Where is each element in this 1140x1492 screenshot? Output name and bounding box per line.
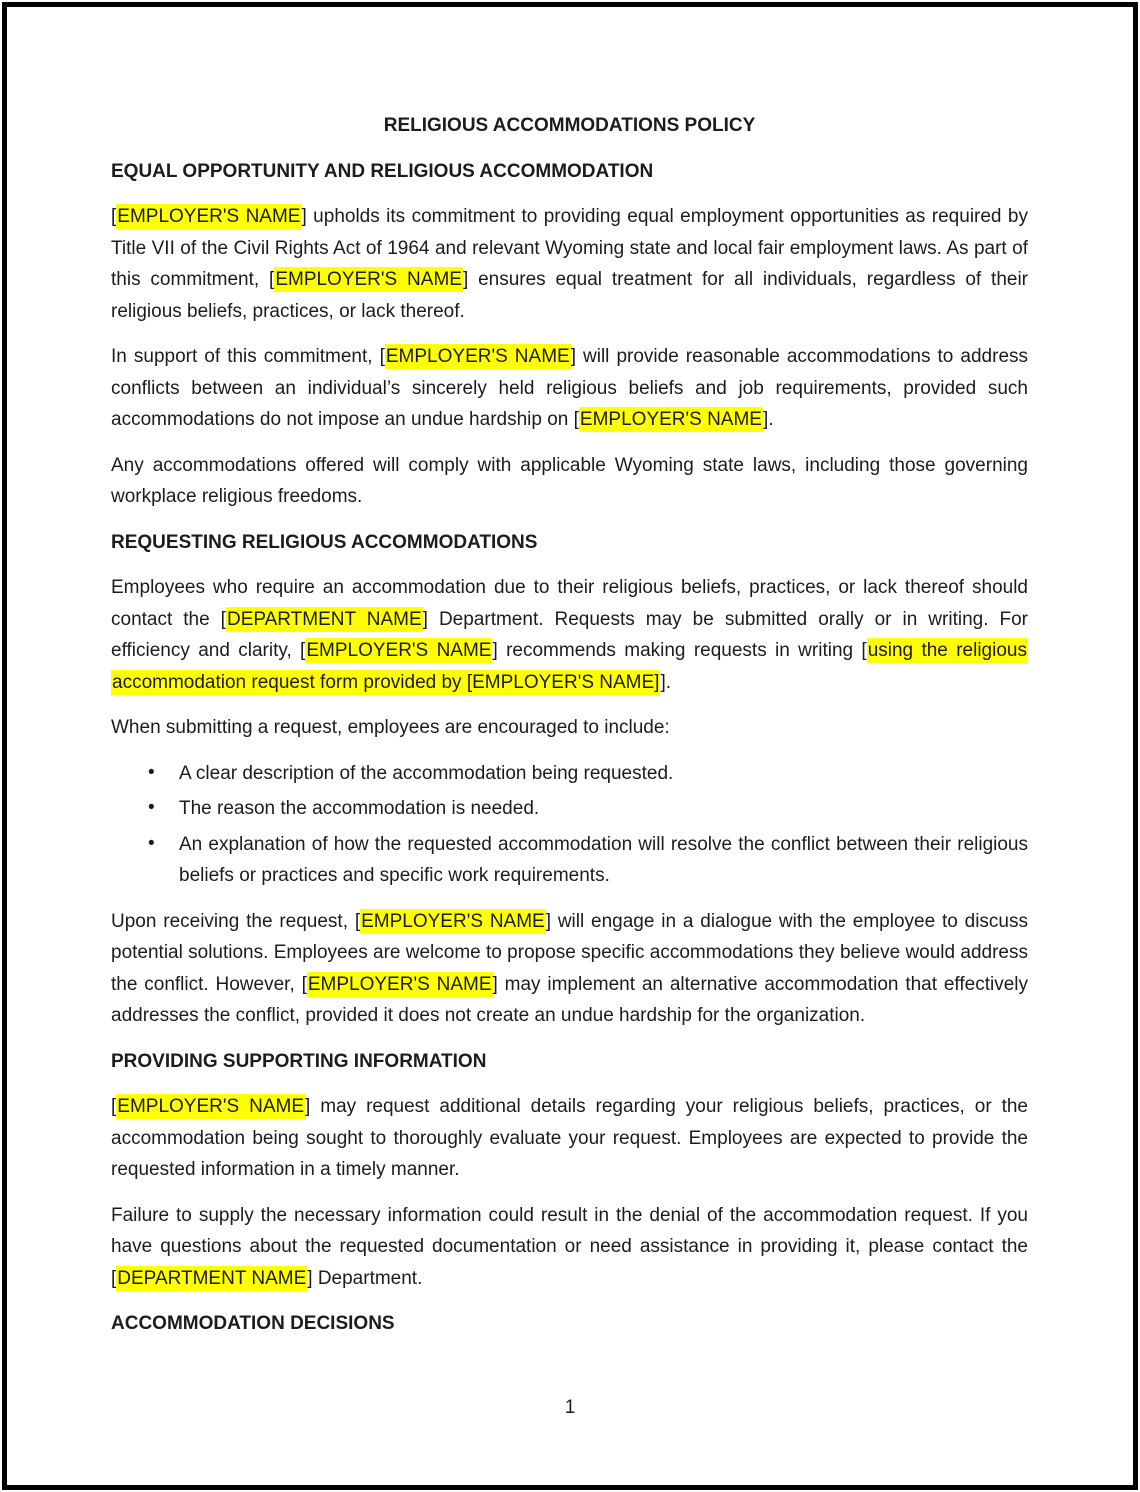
highlighted-placeholder: using the religious accommodation request form provided by [EMPLOYER'S NAME] [112, 640, 1027, 693]
text-run: ] will provide reasonable accommodations to address conflicts between an individual’s sincerely held religious beliefs and job requirements, provided such accommodations do not impose an undue hardship on [ [111, 346, 1029, 430]
highlighted-placeholder: DEPARTMENT NAME [117, 1267, 307, 1289]
page-number: 1 [564, 1397, 576, 1418]
highlighted-placeholder: EMPLOYER'S NAME [579, 409, 762, 430]
document-blocks [111, 156, 1028, 1340]
bullet-icon: • [148, 832, 155, 854]
text-run: Failure to supply the necessary information could result in the denial of the accommodation request. If you have questions about the requested documentation or need assistance in providing it, please contact the [ [111, 1204, 1028, 1289]
list-item [111, 829, 1028, 892]
highlighted-placeholder: EMPLOYER'S NAME [361, 910, 545, 932]
text-run: Employees who require an accommodation due to their religious beliefs, practices, or lack thereof should contact the [ [111, 577, 1028, 630]
section-heading: PROVIDING SUPPORTING INFORMATION [111, 1050, 487, 1072]
list-item-text: The reason the accommodation is needed. [179, 798, 540, 819]
paragraph [111, 1091, 1028, 1186]
section-heading: EQUAL OPPORTUNITY AND RELIGIOUS ACCOMMODATION [111, 160, 654, 182]
highlighted-placeholder: EMPLOYER'S NAME [117, 206, 301, 227]
text-run: ] may request additional details regarding your religious beliefs, practices, or the accommodation being sought to thoroughly evaluate your request. Employees are expected to provide the requested information in a timely manner. [111, 1096, 1028, 1180]
list-item [111, 758, 1028, 790]
text-run: Any accommodations offered will comply with applicable Wyoming state laws, including those governing workplace religious freedoms. [111, 454, 1028, 507]
text-run: [ [111, 1096, 117, 1117]
text-run: ] Department. [307, 1267, 423, 1289]
paragraph [111, 201, 1028, 327]
text-run: ] may implement an alternative accommodation that effectively addresses the conflict, provided it does not create an undue hardship for the organization. [111, 973, 1029, 1026]
text-run: ] recommends making requests in writing [ [492, 640, 867, 661]
highlighted-placeholder: EMPLOYER'S NAME [307, 973, 492, 995]
highlighted-placeholder: DEPARTMENT NAME [226, 608, 422, 630]
text-run: ] ensures equal treatment for all individuals, regardless of their religious beliefs, practices, or lack thereof. [111, 269, 1028, 322]
text-run: ] upholds its commitment to providing equal employment opportunities as required by Title VII of the Civil Rights Act of 1964 and relevant Wyoming state and local fair employment laws. As part of this commitment, [ [111, 206, 1028, 290]
paragraph [111, 341, 1028, 436]
paragraph [111, 450, 1028, 513]
section-heading: REQUESTING RELIGIOUS ACCOMMODATIONS [111, 531, 538, 553]
paragraph [111, 712, 1028, 744]
text-run: ] Department. Requests may be submitted orally or in writing. For efficiency and clarity, [ [111, 608, 1028, 661]
text-run: ]. [762, 409, 774, 430]
document-body [111, 110, 1028, 1354]
document-title: RELIGIOUS ACCOMMODATIONS POLICY [383, 115, 756, 136]
paragraph [111, 572, 1028, 698]
list-item-text: A clear description of the accommodation being requested. [179, 762, 674, 784]
text-run: ]. [660, 671, 672, 693]
text-run: ] will engage in a dialogue with the employee to discuss potential solutions. Employees are welcome to propose specific accommodations they believe would address the conflict. However, [ [111, 910, 1029, 995]
bullet-icon: • [148, 797, 155, 818]
text-run: [ [111, 206, 117, 227]
bullet-list [111, 758, 1028, 892]
bullet-icon: • [148, 761, 155, 783]
list-item [111, 793, 1028, 825]
text-run: When submitting a request, employees are encouraged to include: [111, 717, 670, 738]
paragraph [111, 1200, 1028, 1295]
paragraph [111, 906, 1028, 1032]
text-run: Upon receiving the request, [ [111, 910, 361, 932]
highlighted-placeholder: EMPLOYER'S NAME [385, 346, 570, 367]
list-item-text: An explanation of how the requested accommodation will resolve the conflict between their religious beliefs or practices and specific work requirements. [179, 833, 1028, 886]
text-run: In support of this commitment, [ [111, 346, 385, 367]
highlighted-placeholder: EMPLOYER'S NAME [117, 1096, 305, 1117]
section-heading: ACCOMMODATION DECISIONS [111, 1313, 395, 1334]
highlighted-placeholder: EMPLOYER'S NAME [275, 269, 462, 290]
highlighted-placeholder: EMPLOYER'S NAME [306, 640, 492, 661]
